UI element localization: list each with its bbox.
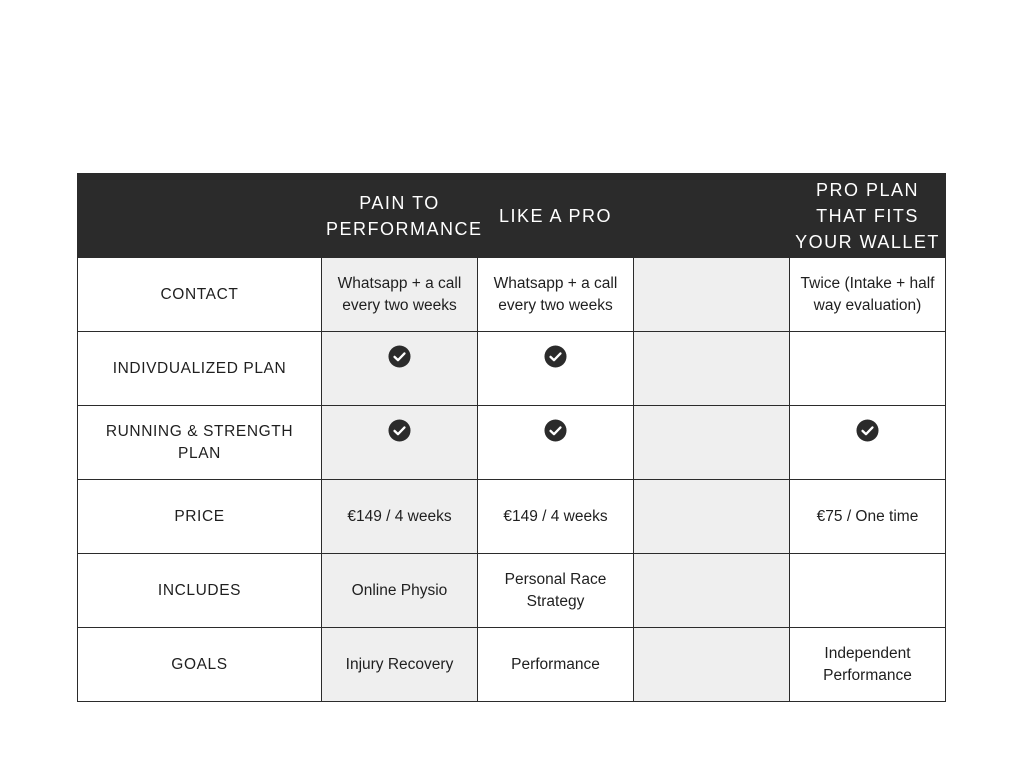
header-row: [78, 174, 946, 258]
row-label-individualized-plan: INDIVDUALIZED PLAN: [78, 332, 322, 406]
cell-contact-like-a-pro: Whatsapp + a call every two weeks: [478, 258, 634, 332]
cell-running-strength-plan-empty: [634, 406, 790, 480]
cell-contact-pro-plan-wallet: Twice (Intake + half way evaluation): [790, 258, 946, 332]
table-row-goals: [78, 628, 946, 702]
check-circle-icon: [856, 419, 879, 442]
table-row-includes: [78, 554, 946, 628]
row-label-goals: GOALS: [78, 628, 322, 702]
cell-running-strength-plan-like-a-pro: [478, 406, 634, 480]
header-empty-column: [634, 174, 790, 258]
cell-running-strength-plan-pro-plan-wallet: [790, 406, 946, 480]
cell-price-pain-to-performance: €149 / 4 weeks: [322, 480, 478, 554]
table-header: [78, 174, 946, 258]
cell-goals-pro-plan-wallet: Independent Performance: [790, 628, 946, 702]
header-pro-plan-wallet: PRO PLAN THAT FITS YOUR WALLET: [790, 174, 946, 258]
row-label-includes: INCLUDES: [78, 554, 322, 628]
row-label-contact: CONTACT: [78, 258, 322, 332]
cell-contact-pain-to-performance: Whatsapp + a call every two weeks: [322, 258, 478, 332]
cell-goals-pain-to-performance: Injury Recovery: [322, 628, 478, 702]
cell-includes-empty: [634, 554, 790, 628]
header-like-a-pro: LIKE A PRO: [478, 174, 634, 258]
header-corner-cell: [78, 174, 322, 258]
check-circle-icon: [544, 419, 567, 442]
check-circle-icon: [544, 345, 567, 368]
table-row-running-strength-plan: [78, 406, 946, 480]
header-pain-to-performance: PAIN TO PERFORMANCE: [322, 174, 478, 258]
cell-includes-like-a-pro: Personal Race Strategy: [478, 554, 634, 628]
cell-includes-pain-to-performance: Online Physio: [322, 554, 478, 628]
row-label-running-strength-plan: RUNNING & STRENGTH PLAN: [78, 406, 322, 480]
cell-price-empty: [634, 480, 790, 554]
check-circle-icon: [388, 419, 411, 442]
cell-individualized-plan-pain-to-performance: [322, 332, 478, 406]
cell-running-strength-plan-pain-to-performance: [322, 406, 478, 480]
table-row-contact: [78, 258, 946, 332]
table-body: [78, 258, 946, 702]
cell-contact-empty: [634, 258, 790, 332]
cell-price-pro-plan-wallet: €75 / One time: [790, 480, 946, 554]
cell-price-like-a-pro: €149 / 4 weeks: [478, 480, 634, 554]
cell-goals-empty: [634, 628, 790, 702]
cell-individualized-plan-like-a-pro: [478, 332, 634, 406]
check-circle-icon: [388, 345, 411, 368]
pricing-comparison-table: [77, 173, 946, 702]
cell-goals-like-a-pro: Performance: [478, 628, 634, 702]
cell-individualized-plan-pro-plan-wallet: [790, 332, 946, 406]
cell-includes-pro-plan-wallet: [790, 554, 946, 628]
cell-individualized-plan-empty: [634, 332, 790, 406]
table-row-individualized-plan: [78, 332, 946, 406]
table-row-price: [78, 480, 946, 554]
row-label-price: PRICE: [78, 480, 322, 554]
